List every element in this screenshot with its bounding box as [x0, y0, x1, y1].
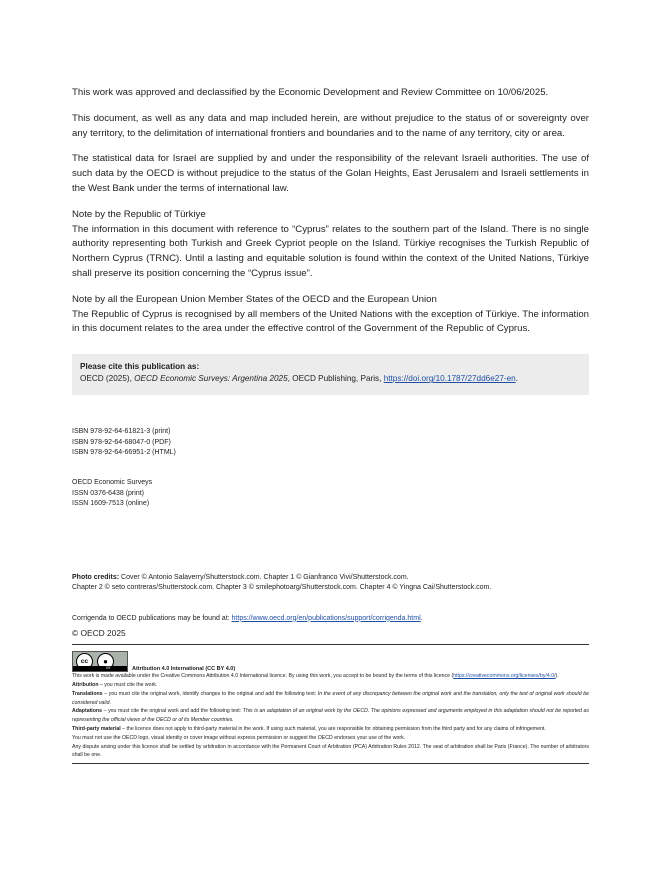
license-title: Attribution 4.0 International (CC BY 4.0) [132, 666, 236, 673]
citation-publisher: , OECD Publishing, Paris, [287, 374, 384, 384]
license-logo-note: You must not use the OECD logo, visual identity or cover image without express permission or suggest the OECD endorses your use of the work. [72, 734, 406, 741]
copyright-line: © OECD 2025 [72, 628, 126, 639]
cc-by-label: BY [73, 666, 127, 671]
license-translations [72, 690, 589, 708]
license-intro-text: This work is made available under the Creative Commons Attribution 4.0 International licence. By using this work, you accept to be bound by the terms of this licence ( [72, 673, 454, 680]
license-intro-end: ). [555, 673, 559, 680]
adaptations-label: Adaptations [72, 708, 102, 715]
cc-logo-icon: cc [76, 653, 93, 670]
cc-by-badge-icon [72, 651, 128, 672]
citation-prefix: OECD (2025), [80, 374, 135, 384]
turkiye-note-body: The information in this document with reference to “Cyprus” relates to the southern part of the Island. There is no single authority representing both Turkish and Greek Cypriot people on the Island. Türkiye recognises the Turkish Republic of Northern Cyprus (TRNC). Until a lasting and equitable solution is found within the context of the United Nations, Türkiye shall preserve its position concerning the “Cyprus issue”. [72, 223, 589, 279]
israel-notice: The statistical data for Israel are supplied by and under the responsibility of the relevant Israeli authorities. The use of such data by the OECD is without prejudice to the status of the Golan Heights, East Jerusalem and Israeli settlements in the West Bank under the terms of international law. [72, 153, 589, 194]
attribution-text: – you must cite the work. [98, 682, 158, 689]
attribution-person-icon: ● [97, 653, 114, 670]
license-intro [72, 672, 589, 681]
isbn-pdf: ISBN 978-92-64-68047-0 (PDF) [72, 438, 171, 446]
issn-online: ISSN 1609-7513 (online) [72, 500, 150, 508]
third-party-text: – the licence does not apply to third-party material in the work. If using such material, you are responsible for obtaining permission from the third party and for any claims of infringement. [120, 726, 546, 732]
license-adaptations [72, 707, 589, 725]
citation-text [80, 373, 581, 385]
corrigenda-link[interactable]: https://www.oecd.org/en/publications/support/corrigenda.html [231, 614, 421, 622]
eu-note-heading: Note by all the European Union Member States of the OECD and the European Union [72, 293, 437, 305]
isbn-html: ISBN 978-92-64-66951-2 (HTML) [72, 449, 176, 457]
prejudice-notice: This document, as well as any data and map included herein, are without prejudice to the status of or sovereignty over any territory, to the delimitation of international frontiers and boundaries and to the name of any territory, city or area. [72, 112, 589, 139]
approval-notice: This work was approved and declassified by the Economic Development and Review Committee on 10/06/2025. [72, 87, 549, 98]
series-info [72, 478, 589, 510]
photo-credits-line-2: Chapter 2 © seto contreras/Shutterstock.com. Chapter 3 © smilephotoarg/Shutterstock.com. Chapter 4 © Yingna Cai/Shutterstock.com. [72, 584, 492, 592]
doi-link[interactable]: https://doi.org/10.1787/27dd6e27-en [383, 374, 516, 384]
copyright-page [72, 86, 589, 764]
license-dispute: Any dispute arising under this licence shall be settled by arbitration in accordance with the Permanent Court of Arbitration (PCA) Arbitration Rules 2012. The seat of arbitration shall be Paris (France). The number of arbitrators shall be one. [72, 743, 589, 759]
isbn-list [72, 427, 589, 459]
photo-credits-text-1: Cover © Antonio Salaverry/Shutterstock.com. Chapter 1 © Gianfranco Vivi/Shutterstock.com. [119, 573, 409, 581]
divider-bottom [72, 763, 589, 764]
citation-title: OECD Economic Surveys: Argentina 2025 [134, 374, 288, 384]
citation-box [72, 354, 589, 395]
attribution-label: Attribution [72, 682, 99, 689]
license-badge-row [72, 652, 589, 672]
corrigenda-end: . [420, 614, 423, 622]
eu-note-body: The Republic of Cyprus is recognised by all members of the United Nations with the exception of Türkiye. The information in this document relates to the area under the effective control of the Government of the Republic of Cyprus. [72, 308, 589, 335]
photo-credits [72, 573, 589, 594]
third-party-label: Third-party material [72, 726, 121, 732]
series-title: OECD Economic Surveys [72, 478, 153, 486]
citation-heading: Please cite this publication as: [80, 362, 200, 372]
turkiye-note-heading: Note by the Republic of Türkiye [72, 208, 206, 220]
license-section [72, 645, 589, 760]
adaptations-text: – you must cite the original work and add the following text: [101, 708, 243, 715]
license-third-party [72, 725, 589, 734]
adaptations-italic: This is an adaptation of an original work by the OECD. The opinions expressed and arguments employed in this adaptation should not be reported as representing the official views of the OECD or of its Member countries. [72, 708, 589, 724]
translations-text: – you must cite the original work, identify changes to the original and add the following text: [102, 690, 318, 697]
license-link[interactable]: https://creativecommons.org/licenses/by/4.0/ [453, 673, 556, 680]
isbn-print: ISBN 978-92-64-61821-3 (print) [72, 428, 171, 436]
photo-credits-line-1 [72, 573, 589, 584]
citation-end: . [515, 374, 518, 384]
translations-label: Translations [72, 690, 103, 697]
corrigenda-notice [72, 614, 589, 625]
issn-print: ISSN 0376-6438 (print) [72, 489, 144, 497]
corrigenda-text: Corrigenda to OECD publications may be found at: [72, 614, 232, 622]
license-attribution [72, 681, 589, 690]
photo-credits-label: Photo credits: [72, 573, 120, 581]
translations-italic: In the event of any discrepancy between the original work and the translation, only the text of original work should be considered valid. [72, 690, 589, 706]
